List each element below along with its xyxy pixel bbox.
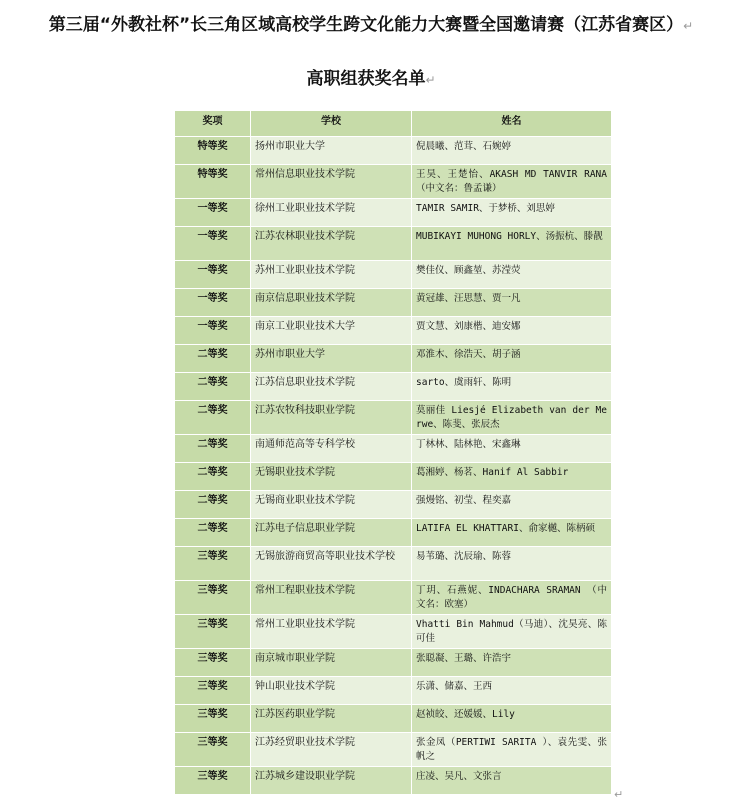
table-row: [175, 705, 612, 733]
table-row: [175, 581, 612, 615]
paragraph-mark-icon: ↵: [425, 73, 436, 87]
table-row: [175, 615, 612, 649]
document-title-text: 第三届“外教社杯”长三角区域高校学生跨文化能力大赛暨全国邀请赛（江苏省赛区）: [48, 15, 684, 35]
table-row: [175, 519, 612, 547]
school-cell: 苏州市职业大学: [251, 345, 412, 373]
table-row: [175, 767, 612, 795]
table-row: [175, 547, 612, 581]
award-cell: 三等奖: [175, 705, 251, 733]
school-cell: 江苏城乡建设职业学院: [251, 767, 412, 795]
school-cell: 扬州市职业大学: [251, 137, 412, 165]
names-cell: 易苇璐、沈辰瑜、陈蓉: [412, 547, 612, 581]
table-row: [175, 401, 612, 435]
names-cell: 强熳铭、初莹、程奕嘉: [412, 491, 612, 519]
header-names: 姓名: [412, 111, 612, 137]
document-title: [0, 14, 742, 37]
names-cell: MUBIKAYI MUHONG HORLY、汤振杭、滕靓: [412, 227, 612, 261]
school-cell: 常州工程职业技术学院: [251, 581, 412, 615]
header-award: 奖项: [175, 111, 251, 137]
award-cell: 二等奖: [175, 491, 251, 519]
names-cell: 邓淮木、徐浩天、胡子涵: [412, 345, 612, 373]
award-cell: 二等奖: [175, 401, 251, 435]
table-body: [175, 137, 612, 795]
award-cell: 二等奖: [175, 463, 251, 491]
names-cell: 张金凤（PERTIWI SARITA ）、袁先雯、张帆之: [412, 733, 612, 767]
school-cell: 江苏农林职业技术学院: [251, 227, 412, 261]
award-cell: 三等奖: [175, 581, 251, 615]
table-row: [175, 463, 612, 491]
award-cell: 特等奖: [175, 137, 251, 165]
table-row: [175, 435, 612, 463]
names-cell: 倪晨曦、范茸、石婉婷: [412, 137, 612, 165]
table-row: [175, 199, 612, 227]
end-paragraph-mark-icon: ↵: [614, 788, 624, 801]
names-cell: 丁林林、陆林艳、宋鑫琳: [412, 435, 612, 463]
names-cell: LATIFA EL KHATTARI、俞家樾、陈柄硕: [412, 519, 612, 547]
school-cell: 江苏电子信息职业学院: [251, 519, 412, 547]
school-cell: 常州工业职业技术学院: [251, 615, 412, 649]
names-cell: 葛湘婷、杨茗、Hanif Al Sabbir: [412, 463, 612, 491]
table-row: [175, 137, 612, 165]
table-row: [175, 677, 612, 705]
names-cell: 王昊、王楚怡、AKASH MD TANVIR RANA（中文名：鲁孟谦）: [412, 165, 612, 199]
names-cell: 庄凌、吴凡、文张言: [412, 767, 612, 795]
school-cell: 南京工业职业技术大学: [251, 317, 412, 345]
header-school: 学校: [251, 111, 412, 137]
school-cell: 无锡职业技术学院: [251, 463, 412, 491]
names-cell: 莫丽佳 Liesjé Elizabeth van der Merwe、陈斐、张辰杰: [412, 401, 612, 435]
table-row: [175, 261, 612, 289]
school-cell: 苏州工业职业技术学院: [251, 261, 412, 289]
award-cell: 二等奖: [175, 345, 251, 373]
school-cell: 南京城市职业学院: [251, 649, 412, 677]
school-cell: 江苏经贸职业技术学院: [251, 733, 412, 767]
document-subtitle-text: 高职组获奖名单: [306, 69, 426, 89]
names-cell: 张聪凝、王璐、许浩宇: [412, 649, 612, 677]
award-table: [174, 110, 612, 795]
names-cell: sarto、虞雨轩、陈明: [412, 373, 612, 401]
names-cell: 丁玥、石燕妮、INDACHARA SRAMAN （中文名：欧塞）: [412, 581, 612, 615]
names-cell: 黄冠雄、汪思慧、贾一凡: [412, 289, 612, 317]
school-cell: 南京信息职业技术学院: [251, 289, 412, 317]
school-cell: 无锡旅游商贸高等职业技术学校: [251, 547, 412, 581]
table-row: [175, 165, 612, 199]
award-cell: 三等奖: [175, 615, 251, 649]
names-cell: 乐潇、储嘉、王西: [412, 677, 612, 705]
names-cell: 赵祯皎、还媛媛、Lily: [412, 705, 612, 733]
names-cell: 贾文慧、刘康楷、迪安娜: [412, 317, 612, 345]
award-cell: 一等奖: [175, 227, 251, 261]
award-cell: 三等奖: [175, 547, 251, 581]
names-cell: 樊佳仪、顾鑫堃、苏滢荧: [412, 261, 612, 289]
school-cell: 无锡商业职业技术学院: [251, 491, 412, 519]
school-cell: 江苏医药职业学院: [251, 705, 412, 733]
school-cell: 钟山职业技术学院: [251, 677, 412, 705]
award-table-container: [174, 110, 612, 795]
table-header-row: [175, 111, 612, 137]
table-row: [175, 373, 612, 401]
award-cell: 一等奖: [175, 317, 251, 345]
award-cell: 一等奖: [175, 199, 251, 227]
award-cell: 三等奖: [175, 677, 251, 705]
paragraph-mark-icon: ↵: [683, 19, 694, 33]
document-subtitle: [0, 68, 742, 91]
award-cell: 特等奖: [175, 165, 251, 199]
award-cell: 二等奖: [175, 519, 251, 547]
table-row: [175, 733, 612, 767]
school-cell: 徐州工业职业技术学院: [251, 199, 412, 227]
table-row: [175, 491, 612, 519]
award-cell: 三等奖: [175, 733, 251, 767]
table-row: [175, 649, 612, 677]
table-row: [175, 227, 612, 261]
school-cell: 江苏农牧科技职业学院: [251, 401, 412, 435]
award-cell: 三等奖: [175, 767, 251, 795]
table-row: [175, 345, 612, 373]
award-cell: 二等奖: [175, 435, 251, 463]
award-cell: 三等奖: [175, 649, 251, 677]
names-cell: TAMIR SAMIR、于梦桥、刘思婷: [412, 199, 612, 227]
school-cell: 常州信息职业技术学院: [251, 165, 412, 199]
award-cell: 二等奖: [175, 373, 251, 401]
award-cell: 一等奖: [175, 289, 251, 317]
award-cell: 一等奖: [175, 261, 251, 289]
school-cell: 江苏信息职业技术学院: [251, 373, 412, 401]
table-row: [175, 317, 612, 345]
school-cell: 南通师范高等专科学校: [251, 435, 412, 463]
names-cell: Vhatti Bin Mahmud（马迪）、沈昊亮、陈可佳: [412, 615, 612, 649]
table-row: [175, 289, 612, 317]
